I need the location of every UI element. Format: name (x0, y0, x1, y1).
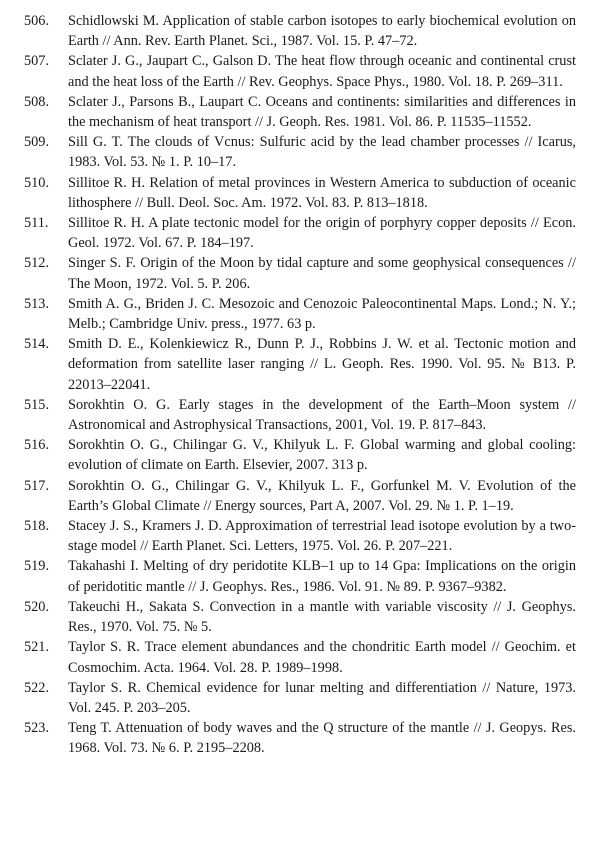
reference-number: 508. (24, 93, 50, 110)
reference-text: Smith D. E., Kolenkiewicz R., Dunn P. J., Robbins J. W. et al. Tectonic motion and deformation from satellite laser ranging // L. Geoph. Res. 1990. Vol. 95. № B13. P. 22013–22041. (68, 336, 576, 393)
reference-text: Sclater J. G., Jaupart C., Galson D. The heat flow through oceanic and continental crust and the heat loss of the Earth // Rev. Geophys. Space Phys., 1980. Vol. 18. P. 269–311. (68, 53, 576, 90)
reference-number: 519. (24, 558, 50, 575)
reference-item (24, 476, 576, 516)
reference-text: Sillitoe R. H. A plate tectonic model for the origin of porphyry copper deposits // Econ. Geol. 1972. Vol. 67. P. 184–197. (68, 215, 576, 252)
reference-text: Singer S. F. Origin of the Moon by tidal capture and some geophysical consequences // The Moon, 1972. Vol. 5. P. 206. (68, 255, 576, 292)
reference-number: 518. (24, 518, 50, 535)
reference-number: 522. (24, 679, 50, 696)
reference-item (24, 516, 576, 556)
reference-item (24, 92, 576, 132)
reference-item (24, 395, 576, 435)
reference-item (24, 132, 576, 172)
reference-text: Stacey J. S., Kramers J. D. Approximation of terrestrial lead isotope evolution by a two-stage model // Earth Planet. Sci. Letters, 1975. Vol. 26. P. 207–221. (68, 518, 576, 555)
reference-text: Taylor S. R. Trace element abundances and the chondritic Earth model // Geochim. et Cosmochim. Acta. 1964. Vol. 28. P. 1989–1998. (68, 639, 576, 676)
reference-text: Sclater J., Parsons B., Laupart C. Oceans and continents: similarities and differences in the mechanism of heat transport // J. Geoph. Res. 1981. Vol. 86. P. 11535–11552. (68, 93, 576, 131)
reference-item (24, 637, 576, 677)
reference-text: Teng T. Attenuation of body waves and the Q structure of the mantle // J. Geopys. Res. 1968. Vol. 73. № 6. P. 2195–2208. (68, 720, 576, 757)
reference-number: 512. (24, 255, 50, 272)
reference-text: Schidlowski M. Application of stable carbon isotopes to early biochemical evolution on Earth // Ann. Rev. Earth Planet. Sci., 1987. Vol. 15. P. 47–72. (68, 13, 576, 50)
reference-text: Sillitoe R. H. Relation of metal provinces in Western America to subduction of oceanic lithosphere // Bull. Deol. Soc. Am. 1972. Vol. 83. P. 813–1818. (68, 174, 576, 211)
reference-item (24, 678, 576, 718)
reference-text: Sorokhtin O. G., Chilingar G. V., Khilyuk L. F. Global warming and global cooling: evolution of climate on Earth. Elsevier, 2007. 313 p. (68, 437, 576, 474)
reference-number: 506. (24, 13, 50, 29)
reference-item (24, 11, 576, 51)
reference-text: Taylor S. R. Chemical evidence for lunar melting and differentiation // Nature, 1973. Vol. 245. P. 203–205. (68, 679, 576, 716)
reference-number: 523. (24, 720, 50, 737)
reference-item (24, 718, 576, 758)
reference-number: 514. (24, 336, 50, 353)
reference-number: 520. (24, 598, 50, 615)
reference-text: Sorokhtin O. G. Early stages in the development of the Earth–Moon system // Astronomical and Astrophysical Transactions, 2001, Vol. 19. P. 817–843. (68, 396, 576, 434)
reference-item (24, 213, 576, 253)
reference-number: 516. (24, 437, 50, 454)
reference-item (24, 294, 576, 334)
reference-text: Smith A. G., Briden J. C. Mesozoic and Cenozoic Paleocontinental Maps. Lond.; N. Y.; Melb.; Cambridge Univ. press., 1977. 63 p. (68, 295, 576, 333)
reference-number: 509. (24, 134, 50, 151)
reference-number: 513. (24, 295, 50, 312)
reference-item (24, 556, 576, 596)
reference-text: Takeuchi H., Sakata S. Convection in a mantle with variable viscosity // J. Geophys. Res., 1970. Vol. 75. № 5. (68, 598, 576, 636)
reference-item (24, 51, 576, 91)
reference-number: 517. (24, 477, 50, 494)
reference-item (24, 253, 576, 293)
reference-item (24, 173, 576, 213)
reference-text: Sorokhtin O. G., Chilingar G. V., Khilyuk L. F., Gorfunkel M. V. Evolution of the Earth’s Global Climate // Energy sources, Part A, 2007. Vol. 29. № 1. P. 1–19. (68, 477, 576, 514)
reference-item (24, 334, 576, 395)
reference-text: Sill G. T. The clouds of Vcnus: Sulfuric acid by the lead chamber processes // Icarus, 1983. Vol. 53. № 1. P. 10–17. (68, 134, 576, 171)
reference-list (24, 11, 576, 759)
reference-number: 521. (24, 639, 50, 656)
reference-number: 515. (24, 396, 50, 413)
reference-number: 511. (24, 215, 49, 232)
reference-number: 510. (24, 174, 50, 191)
reference-item (24, 597, 576, 637)
reference-item (24, 435, 576, 475)
reference-text: Takahashi I. Melting of dry peridotite KLB–1 up to 14 Gpa: Implications on the origin of peridotitic mantle // J. Geophys. Res., 1986. Vol. 91. № 89. P. 9367–9382. (68, 558, 576, 595)
reference-number: 507. (24, 53, 50, 70)
